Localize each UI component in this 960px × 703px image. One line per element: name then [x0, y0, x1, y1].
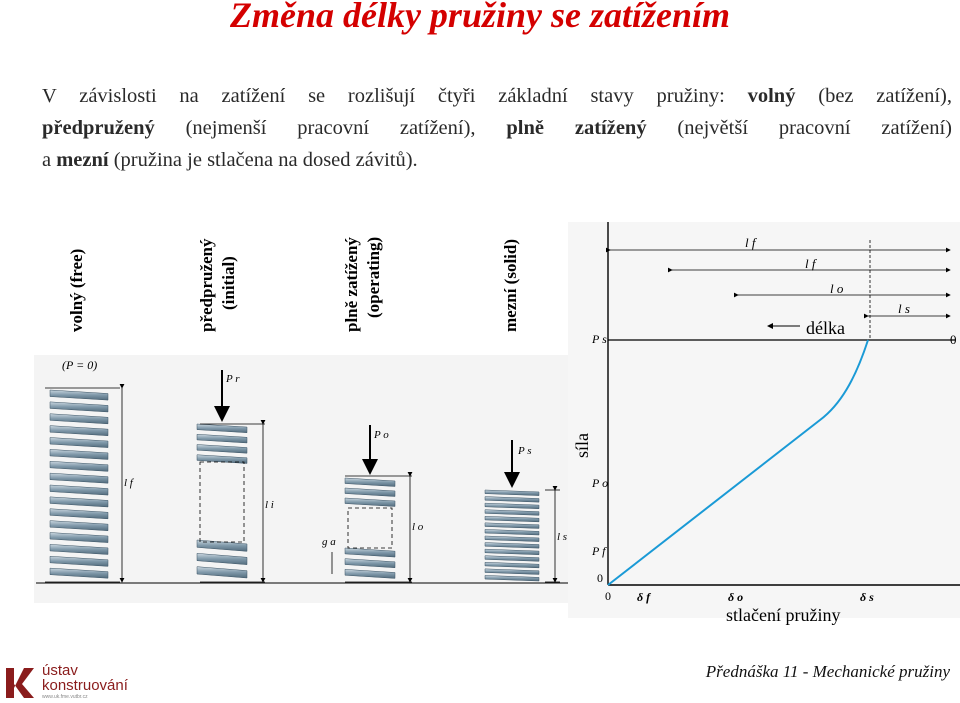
state-label-initial-en: (initial): [219, 256, 238, 310]
state-label-solid: mezní (solid): [501, 238, 520, 332]
term-operating: plně zatížený: [506, 117, 647, 139]
graph-dim-l-o: l o: [830, 281, 844, 296]
state-label-free: volný (free): [67, 248, 86, 332]
state-label-operating: plně zatížený: [342, 237, 361, 332]
page-title: Změna délky pružiny se zatížením: [229, 0, 730, 35]
graph-xlabel: stlačení pružiny: [726, 605, 841, 625]
logo-url: www.uk.fme.vutbr.cz: [42, 694, 88, 700]
load-p-o: P o: [374, 429, 389, 441]
free-load-note: (P = 0): [62, 358, 98, 372]
graph-dim-l-f-2: l f: [805, 256, 816, 271]
dim-l-f: l f: [124, 477, 133, 489]
footer-lecture: Přednáška 11 - Mechanické pružiny: [705, 662, 950, 681]
institute-logo: [4, 664, 144, 700]
para-text: (největší pracovní zatížení): [646, 117, 952, 139]
dim-l-i: l i: [265, 499, 274, 511]
dim-l-s: l s: [557, 531, 568, 543]
top-axis-label: délka: [806, 318, 845, 338]
y-tick-p-o: P o: [592, 476, 609, 490]
x-tick-delta-o: δ o: [728, 590, 744, 604]
term-free: volný: [747, 85, 796, 107]
load-p-r: P r: [226, 373, 240, 385]
term-solid: mezní: [56, 149, 109, 171]
dim-l-o: l o: [412, 521, 424, 533]
graph-ylabel: síla: [572, 433, 592, 458]
graph-dim-l-f-1: l f: [745, 235, 756, 250]
x-tick-delta-f: δ f: [637, 590, 651, 604]
para-text: (pružina je stlačena na dosed závitů).: [108, 149, 418, 171]
state-label-initial: předpružený: [197, 238, 216, 332]
term-initial: předpružený: [42, 117, 155, 139]
state-label-operating-en: (operating): [364, 236, 383, 318]
graph-dim-l-s: l s: [898, 301, 910, 316]
para-text: a: [42, 149, 57, 171]
x-tick-delta-s: δ s: [860, 590, 874, 604]
logo-line-1: ústav: [42, 662, 78, 679]
para-text: (bez zatížení),: [795, 85, 952, 107]
origin-x: 0: [605, 589, 611, 603]
graph-background: [568, 222, 960, 618]
y-tick-p-f: P f: [592, 544, 606, 558]
y-tick-p-s: P s: [592, 332, 607, 346]
load-p-s: P s: [518, 445, 532, 457]
origin-y: 0: [597, 571, 603, 585]
uk-logo-icon: [4, 666, 38, 700]
top-axis-zero: 0: [950, 332, 957, 347]
logo-line-2: konstruování: [42, 677, 128, 694]
gap-g-a: g a: [322, 536, 336, 548]
para-text: V závislosti na zatížení se rozlišují čtyři základní stavy pružiny:: [42, 85, 748, 107]
para-text: (nejmenší pracovní zatížení),: [154, 117, 507, 139]
